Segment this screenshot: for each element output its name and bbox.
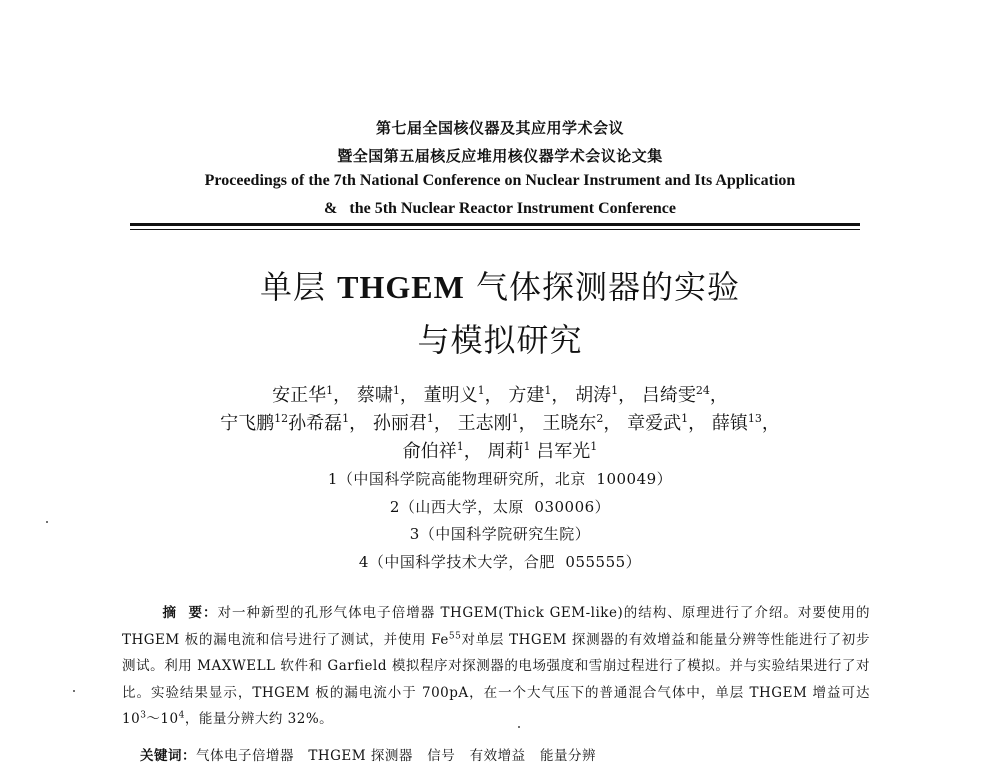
abstract-sup-1: 55 [448, 631, 462, 641]
author: 王志刚$^1$， [457, 412, 537, 434]
abstract-text-3: ～10 [146, 711, 179, 727]
author: 吕绮雯$^{24}$， [641, 384, 728, 406]
scan-speck [46, 521, 48, 523]
author: 蔡啸$^1$， [356, 384, 418, 406]
author: 孙丽君$^1$， [372, 412, 452, 434]
affiliation-2: 2（山西大学，太原 030006） [389, 498, 611, 516]
affiliation-1: 1（中国科学院高能物理研究所，北京 100049） [327, 470, 673, 488]
keywords-text: 气体电子倍增器 THGEM 探测器 信号 有效增益 能量分辨 [196, 748, 597, 764]
affiliation-3: 3（中国科学院研究生院） [409, 525, 591, 543]
author: 孙希磊$^1$， [288, 412, 368, 434]
author: 章爱武$^1$， [627, 412, 707, 434]
author: 吕军光$^1$ [536, 440, 598, 462]
title-latin: THGEM [337, 269, 465, 305]
conference-title-en-1: Proceedings of the 7th National Conference on Nuclear Instrument and Its Application [204, 172, 796, 189]
author: 胡涛$^1$， [575, 384, 637, 406]
scan-speck [73, 690, 75, 692]
conference-title-en-2: & the 5th Nuclear Reactor Instrument Conference [324, 200, 676, 217]
author: 俞伯祥$^1$， [402, 440, 482, 462]
header-rule-thin [130, 229, 860, 230]
author: 董明义$^1$， [423, 384, 503, 406]
title-suffix: 气体探测器的实验 [476, 268, 741, 306]
authors-line-1 [0, 381, 1000, 407]
abstract [122, 600, 870, 733]
paper-title-line2: 与模拟研究 [417, 321, 583, 359]
conference-title-cn-1: 第七届全国核仪器及其应用学术会议 [375, 119, 624, 137]
author: 宁飞鹏$^{12}$ [220, 412, 289, 434]
abstract-sup-2: 3 [140, 710, 147, 721]
abstract-text-1: 对一种新型的孔形气体电子倍增器 THGEM(Thick GEM-like)的结构、原理进行了介绍。对要使用的 THGEM 板的漏电流和信号进行了测试，并使用 Fe [122, 605, 870, 648]
abstract-text-2: 对单层 THGEM 探测器的有效增益和能量分辨等性能进行了初步测试。利用 MAXWELL 软件和 Garfield 模拟程序对探测器的电场强度和雪崩过程进行了模拟。并与实验结果进行了对比。实验结果显示，THGEM 板的漏电流小于 700pA，在一个大气压下的普通混合气体中，单层 THGEM 增益可达 10 [122, 631, 870, 727]
paper-title-line1 [0, 262, 1000, 308]
author: 王晓东$^2$， [542, 412, 622, 434]
header-rule-thick [130, 223, 860, 226]
author: 薛镇$^{13}$， [711, 412, 780, 434]
abstract-label: 摘 要： [162, 605, 218, 621]
authors-line-2 [0, 409, 1000, 435]
scan-speck [518, 726, 520, 728]
abstract-sup-3: 4 [178, 710, 185, 721]
authors-line-3 [0, 437, 1000, 463]
keywords [140, 744, 596, 764]
keywords-label: 关键词： [140, 748, 196, 764]
title-prefix: 单层 [259, 268, 326, 306]
author: 方建$^1$， [508, 384, 570, 406]
conference-title-cn-2: 暨全国第五届核反应堆用核仪器学术会议论文集 [337, 147, 663, 165]
affiliation-4: 4（中国科学技术大学，合肥 055555） [358, 553, 642, 571]
author: 安正华$^1$， [272, 384, 352, 406]
author: 周莉$^1$ [487, 440, 531, 462]
abstract-text-4: ，能量分辨大约 32%。 [184, 711, 334, 727]
